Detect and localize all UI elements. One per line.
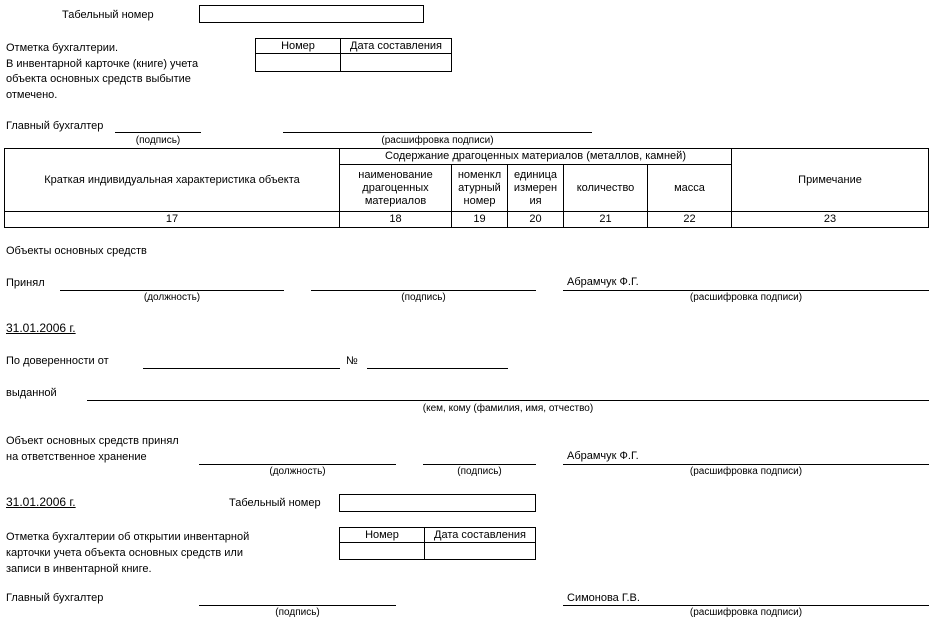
col-number: 20 [507,211,564,228]
chief-accountant-2-decode-line[interactable] [563,605,929,606]
group-header: Содержание драгоценных материалов (металлов, камней) [339,148,732,165]
chief-accountant-1-signature-line[interactable] [115,132,201,133]
custody-signature-line[interactable] [423,464,536,465]
col-unit-header: единица измерен ия [507,164,564,212]
position-caption: (должность) [269,466,326,477]
custody-tab-number-input[interactable] [339,494,536,512]
issued-line[interactable] [87,400,929,401]
accepted-decode-line[interactable] [563,290,929,291]
number-sign: № [346,355,358,367]
signature-caption: (подпись) [401,292,446,303]
accounting-note-2-line: Отметка бухгалтерии об открытии инвентарной [6,531,250,543]
accepted-position-line[interactable] [60,290,284,291]
custody-line: Объект основных средств принял [6,435,179,447]
decode-caption: (расшифровка подписи) [689,466,803,477]
signature-caption: (подпись) [135,135,181,146]
chief-accountant-1-label: Главный бухгалтер [6,120,104,132]
accepted-signature-line[interactable] [311,290,536,291]
date-header: Дата составления [425,528,536,543]
custody-line: на ответственное хранение [6,451,147,463]
accounting-note-2-line: записи в инвентарной книге. [6,563,152,575]
chief-accountant-2-name: Симонова Г.В. [567,592,640,604]
signature-caption: (подпись) [275,607,320,618]
col-note-header: Примечание [731,148,929,212]
col-qty-header: количество [563,164,648,212]
col-characteristic-header: Краткая индивидуальная характеристика объекта [4,148,340,212]
tab-number-label: Табельный номер [62,9,154,21]
tab-number-input[interactable] [199,5,424,23]
col-number: 18 [339,211,452,228]
custody-date: 31.01.2006 г. [6,495,76,509]
number-input[interactable] [340,543,425,560]
number-header: Номер [340,528,425,543]
precious-materials-table [4,148,929,228]
custody-text [6,433,179,465]
col-nomencl-header: номенкл атурный номер [451,164,508,212]
position-caption: (должность) [143,292,201,303]
col-number: 17 [4,211,340,228]
accepted-label: Принял [6,277,45,289]
chief-accountant-2-label: Главный бухгалтер [6,592,104,604]
col-name-header: наименование драгоценных материалов [339,164,452,212]
issued-label: выданной [6,387,57,399]
col-number: 19 [451,211,508,228]
fixed-assets-label: Объекты основных средств [6,245,147,257]
number-header: Номер [256,39,341,54]
date-input[interactable] [425,543,536,560]
col-number: 23 [731,211,929,228]
signature-caption: (подпись) [457,466,502,477]
accounting-note-1-line: Отметка бухгалтерии. [6,42,119,54]
date-header: Дата составления [341,39,452,54]
accounting-note-1-line: В инвентарной карточке (книге) учета [6,57,199,70]
accounting-note-2-line: карточки учета объекта основных средств или [6,547,243,559]
decode-caption: (расшифровка подписи) [689,607,803,618]
number-input[interactable] [256,54,341,72]
accepted-name: Абрамчук Ф.Г. [567,276,639,288]
custody-tab-number-label: Табельный номер [229,497,321,509]
accounting-note-1-table [255,38,452,72]
col-number: 22 [647,211,732,228]
accounting-note-2-table [339,527,536,560]
decode-caption: (расшифровка подписи) [381,135,494,146]
chief-accountant-2-signature-line[interactable] [199,605,396,606]
accounting-note-1-line: отмечено. [6,88,58,101]
col-number: 21 [563,211,648,228]
accounting-note-2 [6,529,249,577]
col-mass-header: масса [647,164,732,212]
accepted-date: 31.01.2006 г. [6,321,76,335]
chief-accountant-1-decode-line[interactable] [283,132,592,133]
decode-caption: (расшифровка подписи) [689,292,803,303]
accounting-note-1 [6,41,198,103]
power-of-attorney-number-line[interactable] [367,368,508,369]
power-of-attorney-label: По доверенности от [6,355,109,367]
issued-caption: (кем, кому (фамилия, имя, отчество) [422,403,594,414]
custody-decode-line[interactable] [563,464,929,465]
date-input[interactable] [341,54,452,72]
custody-name: Абрамчук Ф.Г. [567,450,639,462]
custody-position-line[interactable] [199,464,396,465]
power-of-attorney-date-line[interactable] [143,368,340,369]
accounting-note-1-line: объекта основных средств выбытие [6,73,191,85]
